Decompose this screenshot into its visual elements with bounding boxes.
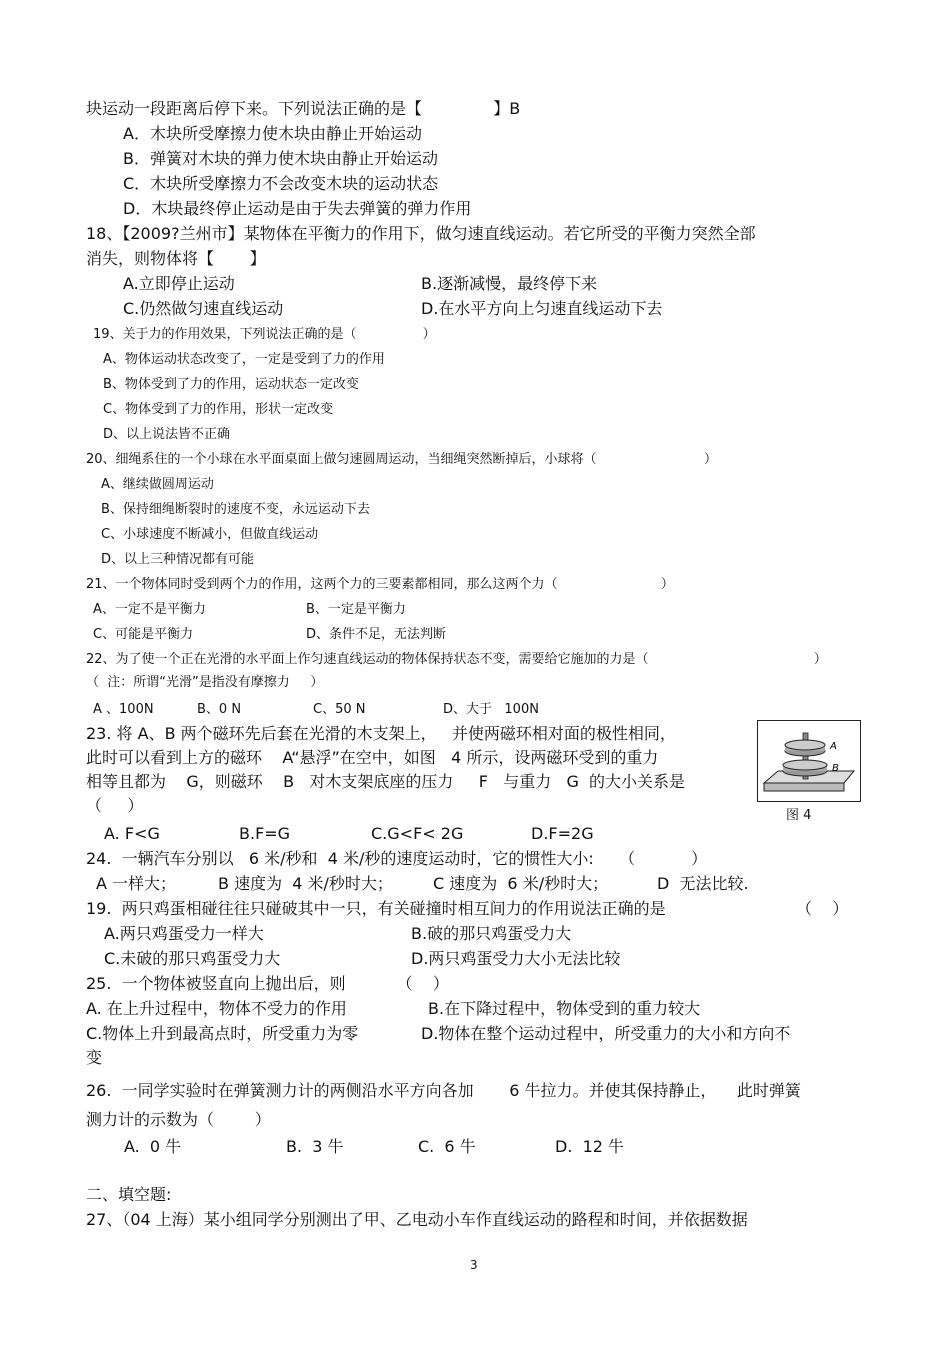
q25-option-b: B.在下降过程中，物体受到的重力较大 bbox=[428, 999, 701, 1018]
q22-option-c: C、50 N bbox=[313, 702, 366, 717]
q19b-answer-bracket: （ ） bbox=[796, 899, 849, 918]
q23-line3: 相等且都为 G，则磁环 B 对木支架底座的压力 F 与重力 G 的大小关系是 bbox=[86, 772, 686, 791]
q20-option-b: B、保持细绳断裂时的速度不变，永远运动下去 bbox=[101, 502, 370, 517]
q19a-option-d: D、以上说法皆不正确 bbox=[103, 427, 231, 442]
q21-option-d: D、条件不足，无法判断 bbox=[306, 627, 447, 642]
figure-label-a: A bbox=[830, 741, 837, 752]
q24-option-c: C 速度为 6 米/秒时大； bbox=[433, 874, 609, 893]
q26-option-a: A. 0 牛 bbox=[124, 1137, 182, 1156]
q23-option-c: C.G<F< 2G bbox=[371, 824, 464, 843]
q19b-option-c: C.未破的那只鸡蛋受力大 bbox=[104, 949, 281, 968]
q24-option-b: B 速度为 4 米/秒时大； bbox=[218, 874, 393, 893]
q18-option-b: B.逐渐减慢，最终停下来 bbox=[421, 274, 598, 293]
q21-option-c: C、可能是平衡力 bbox=[93, 627, 194, 642]
q17-option-a: A．木块所受摩擦力使木块由静止开始运动 bbox=[123, 124, 422, 143]
q23-option-d: D.F=2G bbox=[531, 824, 594, 843]
q17-option-b: B．弹簧对木块的弹力使木块由静止开始运动 bbox=[123, 149, 438, 168]
q25-option-a: A. 在上升过程中，物体不受力的作用 bbox=[86, 999, 347, 1018]
q19b-option-a: A.两只鸡蛋受力一样大 bbox=[104, 924, 264, 943]
q23-option-b: B.F=G bbox=[239, 824, 291, 843]
q21-option-b: B、一定是平衡力 bbox=[306, 602, 406, 617]
q22-option-b: B、0 N bbox=[197, 702, 242, 717]
q27-stem: 27、（04 上海）某小组同学分别测出了甲、乙电动小车作直线运动的路程和时间，并依据数据 bbox=[86, 1210, 748, 1229]
q18-option-d: D.在水平方向上匀速直线运动下去 bbox=[421, 299, 663, 318]
q22-stem: 22、为了使一个正在光滑的水平面上作匀速直线运动的物体保持状态不变，需要给它施加的力是（ ） bbox=[86, 652, 827, 667]
q22-option-a: A 、100N bbox=[93, 702, 154, 717]
figure-label-b: B bbox=[832, 763, 839, 774]
q17-stem: 块运动一段距离后停下来。下列说法正确的是【 】B bbox=[86, 99, 521, 118]
q23-option-a: A. F<G bbox=[104, 824, 160, 843]
q24-option-d: D 无法比较. bbox=[657, 874, 749, 893]
q21-option-a: A、一定不是平衡力 bbox=[93, 602, 206, 617]
q23-line1: 23. 将 A、B 两个磁环先后套在光滑的木支架上， 并使两磁环相对面的极性相同， bbox=[86, 724, 676, 743]
q18-option-a: A.立即停止运动 bbox=[123, 274, 235, 293]
figure-caption: 图 4 bbox=[786, 808, 812, 823]
magnet-ring-diagram bbox=[758, 721, 860, 801]
q20-option-d: D、以上三种情况都有可能 bbox=[101, 552, 255, 567]
q19b-option-b: B.破的那只鸡蛋受力大 bbox=[411, 924, 572, 943]
q18-stem-line1: 18、【2009?兰州市】某物体在平衡力的作用下，做匀速直线运动。若它所受的平衡力突然全部 bbox=[86, 224, 756, 243]
q22-option-d: D、大于 100N bbox=[443, 702, 539, 717]
q19a-stem: 19、关于力的作用效果，下列说法正确的是（ ） bbox=[93, 327, 436, 342]
q19b-option-d: D.两只鸡蛋受力大小无法比较 bbox=[411, 949, 621, 968]
q26-option-c: C. 6 牛 bbox=[418, 1137, 476, 1156]
q26-stem-line2: 测力计的示数为（ ） bbox=[86, 1110, 271, 1129]
q23-line2: 此时可以看到上方的磁环 A“悬浮”在空中，如图 4 所示，设两磁环受到的重力 bbox=[86, 748, 659, 767]
q24-stem: 24. 一辆汽车分别以 6 米/秒和 4 米/秒的速度运动时，它的惯性大小: （ ） bbox=[86, 849, 708, 868]
q24-option-a: A 一样大； bbox=[96, 874, 177, 893]
q19a-option-b: B、物体受到了力的作用，运动状态一定改变 bbox=[103, 377, 359, 392]
q25-stem: 25. 一个物体被竖直向上抛出后，则 （ ） bbox=[86, 974, 449, 993]
q20-option-c: C、小球速度不断减小，但做直线运动 bbox=[101, 527, 319, 542]
q19b-stem: 19. 两只鸡蛋相碰往往只碰破其中一只，有关碰撞时相互间力的作用说法正确的是 bbox=[86, 899, 666, 918]
q19a-option-c: C、物体受到了力的作用，形状一定改变 bbox=[103, 402, 334, 417]
q23-line4: （ ） bbox=[86, 796, 144, 815]
q26-option-d: D. 12 牛 bbox=[555, 1137, 625, 1156]
q20-stem: 20、细绳系住的一个小球在水平面桌面上做匀速圆周运动，当细绳突然断掉后，小球将（ ） bbox=[86, 452, 717, 467]
page-number: 3 bbox=[470, 1258, 478, 1272]
q26-option-b: B. 3 牛 bbox=[286, 1137, 344, 1156]
section-heading: 二、填空题: bbox=[86, 1185, 172, 1204]
q17-option-c: C．木块所受摩擦力不会改变木块的运动状态 bbox=[123, 174, 439, 193]
q25-option-d: D.物体在整个运动过程中，所受重力的大小和方向不 bbox=[421, 1024, 791, 1043]
q26-stem-line1: 26. 一同学实验时在弹簧测力计的两侧沿水平方向各加 6 牛拉力。并使其保持静止， 此时弹簧 bbox=[86, 1081, 801, 1100]
q21-stem: 21、一个物体同时受到两个力的作用，这两个力的三要素都相同，那么这两个力（ ） bbox=[86, 577, 674, 592]
q25-option-d-continued: 变 bbox=[86, 1048, 103, 1067]
q18-stem-line2: 消失，则物体将【 】 bbox=[86, 249, 266, 268]
q20-option-a: A、继续做圆周运动 bbox=[101, 477, 214, 492]
q22-note: （ 注：所谓“光滑”是指没有摩擦力 ） bbox=[86, 675, 324, 690]
q25-option-c: C.物体上升到最高点时，所受重力为零 bbox=[86, 1024, 359, 1043]
q17-option-d: D．木块最终停止运动是由于失去弹簧的弹力作用 bbox=[123, 199, 472, 218]
magnet-ring-figure bbox=[757, 720, 861, 802]
q19a-option-a: A、物体运动状态改变了，一定是受到了力的作用 bbox=[103, 352, 385, 367]
q18-option-c: C.仍然做匀速直线运动 bbox=[123, 299, 284, 318]
